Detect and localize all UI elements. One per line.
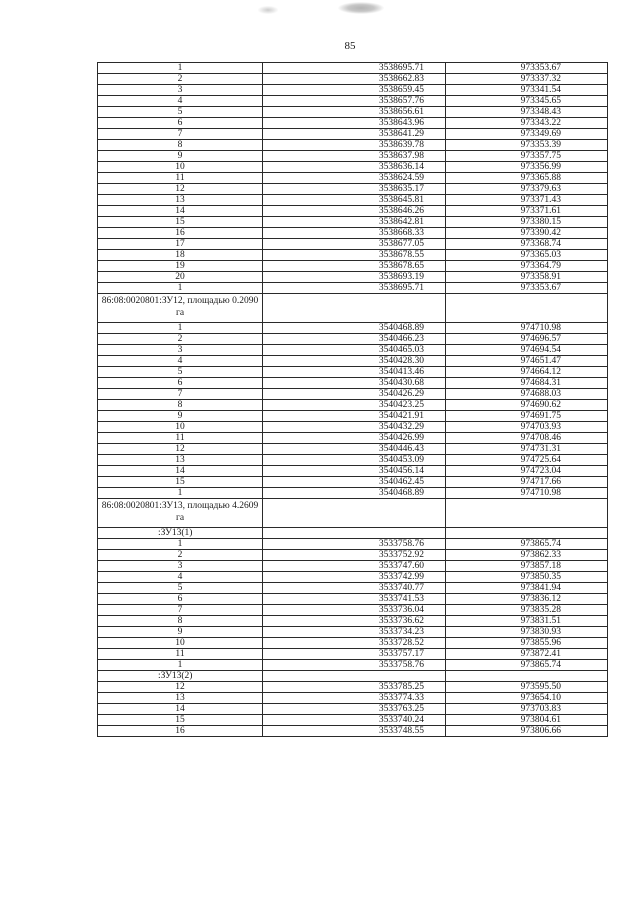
point-row	[98, 422, 608, 433]
point-number: 11	[98, 173, 263, 184]
point-row	[98, 455, 608, 466]
coordinate-x: 3540421.91	[263, 411, 446, 422]
coordinate-y: 973353.39	[446, 140, 608, 151]
coordinate-x: 3533774.33	[263, 693, 446, 704]
coordinate-x: 3533740.77	[263, 583, 446, 594]
coordinate-x: 3540430.68	[263, 378, 446, 389]
point-row	[98, 561, 608, 572]
point-row	[98, 345, 608, 356]
coordinate-x: 3540426.29	[263, 389, 446, 400]
point-row	[98, 173, 608, 184]
coordinate-y: 973831.51	[446, 616, 608, 627]
coordinate-y: 973390.42	[446, 228, 608, 239]
coordinate-y: 973371.43	[446, 195, 608, 206]
coordinate-x: 3538643.96	[263, 118, 446, 129]
coordinate-y: 973349.69	[446, 129, 608, 140]
coordinate-y: 973804.61	[446, 715, 608, 726]
point-number: 6	[98, 378, 263, 389]
coordinates-sheet	[97, 62, 607, 737]
point-number: 15	[98, 477, 263, 488]
coordinate-x: 3538635.17	[263, 184, 446, 195]
point-row	[98, 594, 608, 605]
coordinate-y: 973595.50	[446, 682, 608, 693]
parcel-title: 86:08:0020801:ЗУ13, площадью 4.2609 га	[98, 499, 263, 528]
point-number: 1	[98, 283, 263, 294]
coordinate-y: 974696.57	[446, 334, 608, 345]
point-row	[98, 433, 608, 444]
point-number: 8	[98, 616, 263, 627]
point-row	[98, 367, 608, 378]
coordinate-x: 3538678.65	[263, 261, 446, 272]
coordinate-x: 3538668.33	[263, 228, 446, 239]
coordinate-y: 974694.54	[446, 345, 608, 356]
point-number: 3	[98, 561, 263, 572]
point-row	[98, 660, 608, 671]
point-number: 7	[98, 605, 263, 616]
empty-cell	[446, 294, 608, 323]
point-row	[98, 151, 608, 162]
coordinate-y: 973343.22	[446, 118, 608, 129]
empty-cell	[263, 671, 446, 682]
coordinate-x: 3533734.23	[263, 627, 446, 638]
coordinate-y: 973364.79	[446, 261, 608, 272]
point-row	[98, 682, 608, 693]
coordinate-x: 3533758.76	[263, 660, 446, 671]
coordinate-x: 3533747.60	[263, 561, 446, 572]
point-row	[98, 272, 608, 283]
point-number: 7	[98, 389, 263, 400]
coordinate-x: 3540466.23	[263, 334, 446, 345]
point-number: 14	[98, 704, 263, 715]
point-row	[98, 118, 608, 129]
point-row	[98, 283, 608, 294]
point-number: 15	[98, 217, 263, 228]
coordinate-x: 3538637.98	[263, 151, 446, 162]
point-number: 8	[98, 400, 263, 411]
point-number: 9	[98, 627, 263, 638]
coordinate-x: 3540468.89	[263, 323, 446, 334]
coordinate-y: 974664.12	[446, 367, 608, 378]
point-number: 4	[98, 572, 263, 583]
coordinates-table	[97, 62, 608, 737]
point-number: 2	[98, 74, 263, 85]
coordinate-y: 973368.74	[446, 239, 608, 250]
point-row	[98, 334, 608, 345]
point-number: 14	[98, 466, 263, 477]
coordinate-x: 3538657.76	[263, 96, 446, 107]
point-row	[98, 195, 608, 206]
ink-smudge	[258, 6, 278, 14]
coordinate-y: 974710.98	[446, 323, 608, 334]
coordinate-y: 973835.28	[446, 605, 608, 616]
point-number: 3	[98, 345, 263, 356]
coordinate-x: 3533752.92	[263, 550, 446, 561]
coordinate-x: 3540453.09	[263, 455, 446, 466]
point-number: 1	[98, 323, 263, 334]
point-number: 12	[98, 184, 263, 195]
coordinate-x: 3533736.04	[263, 605, 446, 616]
point-row	[98, 638, 608, 649]
coordinate-y: 973865.74	[446, 539, 608, 550]
coordinate-x: 3538695.71	[263, 283, 446, 294]
point-row	[98, 378, 608, 389]
coordinate-x: 3533736.62	[263, 616, 446, 627]
coordinate-x: 3540468.89	[263, 488, 446, 499]
coordinate-x: 3538677.05	[263, 239, 446, 250]
point-number: 13	[98, 195, 263, 206]
point-number: 9	[98, 411, 263, 422]
point-row	[98, 616, 608, 627]
point-number: 3	[98, 85, 263, 96]
point-row	[98, 162, 608, 173]
point-row	[98, 206, 608, 217]
coordinate-x: 3540462.45	[263, 477, 446, 488]
point-row	[98, 74, 608, 85]
point-number: 18	[98, 250, 263, 261]
coordinate-y: 973348.43	[446, 107, 608, 118]
coordinate-y: 973380.15	[446, 217, 608, 228]
coordinate-x: 3538636.14	[263, 162, 446, 173]
point-number: 11	[98, 433, 263, 444]
coordinate-y: 974731.31	[446, 444, 608, 455]
coordinate-y: 974710.98	[446, 488, 608, 499]
point-number: 9	[98, 151, 263, 162]
coordinate-x: 3533741.53	[263, 594, 446, 605]
empty-cell	[263, 294, 446, 323]
coordinate-y: 974717.66	[446, 477, 608, 488]
point-row	[98, 96, 608, 107]
coordinate-x: 3540446.43	[263, 444, 446, 455]
point-row	[98, 466, 608, 477]
point-row	[98, 715, 608, 726]
point-row	[98, 228, 608, 239]
point-row	[98, 550, 608, 561]
coordinate-y: 974703.93	[446, 422, 608, 433]
coordinate-y: 973855.96	[446, 638, 608, 649]
point-number: 1	[98, 488, 263, 499]
coordinate-y: 973365.03	[446, 250, 608, 261]
coordinate-y: 973356.99	[446, 162, 608, 173]
coordinate-x: 3533742.99	[263, 572, 446, 583]
point-number: 13	[98, 693, 263, 704]
coordinate-y: 974708.46	[446, 433, 608, 444]
point-row	[98, 704, 608, 715]
coordinate-y: 973857.18	[446, 561, 608, 572]
coordinate-x: 3538678.55	[263, 250, 446, 261]
coordinate-y: 974725.64	[446, 455, 608, 466]
empty-cell	[446, 499, 608, 528]
coordinate-y: 973841.94	[446, 583, 608, 594]
point-number: 1	[98, 63, 263, 74]
point-number: 4	[98, 356, 263, 367]
point-row	[98, 726, 608, 737]
coordinate-y: 973654.10	[446, 693, 608, 704]
point-number: 17	[98, 239, 263, 250]
ink-stamp-mark	[338, 2, 384, 14]
point-number: 5	[98, 367, 263, 378]
empty-cell	[446, 528, 608, 539]
point-number: 16	[98, 726, 263, 737]
coordinate-y: 973703.83	[446, 704, 608, 715]
empty-cell	[446, 671, 608, 682]
coordinate-y: 973872.41	[446, 649, 608, 660]
point-row	[98, 693, 608, 704]
coordinate-y: 974684.31	[446, 378, 608, 389]
point-number: 2	[98, 334, 263, 345]
point-number: 7	[98, 129, 263, 140]
coordinate-y: 973341.54	[446, 85, 608, 96]
point-number: 12	[98, 682, 263, 693]
empty-cell	[263, 528, 446, 539]
coordinate-x: 3538662.83	[263, 74, 446, 85]
coordinate-x: 3540456.14	[263, 466, 446, 477]
coordinate-y: 974723.04	[446, 466, 608, 477]
point-row	[98, 261, 608, 272]
coordinate-x: 3538646.26	[263, 206, 446, 217]
point-number: 4	[98, 96, 263, 107]
point-number: 16	[98, 228, 263, 239]
coordinate-y: 974690.62	[446, 400, 608, 411]
point-row	[98, 85, 608, 96]
point-row	[98, 400, 608, 411]
contour-header-row	[98, 528, 608, 539]
point-row	[98, 184, 608, 195]
coordinate-y: 973365.88	[446, 173, 608, 184]
coordinate-x: 3540426.99	[263, 433, 446, 444]
coordinate-x: 3533758.76	[263, 539, 446, 550]
coordinate-y: 973353.67	[446, 283, 608, 294]
point-row	[98, 572, 608, 583]
point-row	[98, 488, 608, 499]
coordinate-y: 973806.66	[446, 726, 608, 737]
coordinate-y: 973850.35	[446, 572, 608, 583]
point-number: 8	[98, 140, 263, 151]
page-number: 85	[344, 40, 356, 52]
coordinates-table-body	[98, 63, 608, 737]
point-number: 11	[98, 649, 263, 660]
contour-title: :ЗУ13(1)	[98, 528, 263, 539]
point-number: 6	[98, 594, 263, 605]
coordinate-y: 973357.75	[446, 151, 608, 162]
coordinate-x: 3533740.24	[263, 715, 446, 726]
point-row	[98, 444, 608, 455]
coordinate-y: 973836.12	[446, 594, 608, 605]
coordinate-x: 3540465.03	[263, 345, 446, 356]
point-number: 1	[98, 539, 263, 550]
coordinate-y: 973865.74	[446, 660, 608, 671]
point-row	[98, 63, 608, 74]
coordinate-x: 3540423.25	[263, 400, 446, 411]
coordinate-y: 973862.33	[446, 550, 608, 561]
parcel-header-row	[98, 294, 608, 323]
coordinate-x: 3540432.29	[263, 422, 446, 433]
point-row	[98, 217, 608, 228]
coordinate-y: 973830.93	[446, 627, 608, 638]
coordinate-y: 974688.03	[446, 389, 608, 400]
coordinate-x: 3540413.46	[263, 367, 446, 378]
point-row	[98, 239, 608, 250]
point-row	[98, 411, 608, 422]
point-row	[98, 323, 608, 334]
coordinate-y: 973371.61	[446, 206, 608, 217]
coordinate-x: 3538659.45	[263, 85, 446, 96]
coordinate-x: 3538624.59	[263, 173, 446, 184]
coordinate-y: 973337.32	[446, 74, 608, 85]
point-row	[98, 107, 608, 118]
parcel-header-row	[98, 499, 608, 528]
point-number: 14	[98, 206, 263, 217]
coordinate-x: 3538641.29	[263, 129, 446, 140]
point-row	[98, 627, 608, 638]
point-row	[98, 605, 608, 616]
coordinate-x: 3538656.61	[263, 107, 446, 118]
coordinate-y: 973358.91	[446, 272, 608, 283]
point-number: 13	[98, 455, 263, 466]
coordinate-x: 3540428.30	[263, 356, 446, 367]
coordinate-x: 3533748.55	[263, 726, 446, 737]
coordinate-x: 3533728.52	[263, 638, 446, 649]
coordinate-x: 3533785.25	[263, 682, 446, 693]
coordinate-y: 973353.67	[446, 63, 608, 74]
point-number: 20	[98, 272, 263, 283]
point-number: 5	[98, 583, 263, 594]
point-row	[98, 356, 608, 367]
coordinate-y: 974691.75	[446, 411, 608, 422]
contour-header-row	[98, 671, 608, 682]
point-number: 10	[98, 162, 263, 173]
coordinate-x: 3538695.71	[263, 63, 446, 74]
coordinate-x: 3538693.19	[263, 272, 446, 283]
coordinate-y: 973379.63	[446, 184, 608, 195]
point-row	[98, 649, 608, 660]
coordinate-y: 973345.65	[446, 96, 608, 107]
point-number: 10	[98, 422, 263, 433]
point-row	[98, 477, 608, 488]
point-row	[98, 129, 608, 140]
coordinate-y: 974651.47	[446, 356, 608, 367]
empty-cell	[263, 499, 446, 528]
point-number: 12	[98, 444, 263, 455]
contour-title: :ЗУ13(2)	[98, 671, 263, 682]
coordinate-x: 3538645.81	[263, 195, 446, 206]
point-number: 1	[98, 660, 263, 671]
point-number: 2	[98, 550, 263, 561]
coordinate-x: 3538642.81	[263, 217, 446, 228]
point-number: 15	[98, 715, 263, 726]
point-row	[98, 539, 608, 550]
parcel-title: 86:08:0020801:ЗУ12, площадью 0.2090 га	[98, 294, 263, 323]
coordinate-x: 3538639.78	[263, 140, 446, 151]
coordinate-x: 3533757.17	[263, 649, 446, 660]
point-number: 6	[98, 118, 263, 129]
coordinate-x: 3533763.25	[263, 704, 446, 715]
point-row	[98, 250, 608, 261]
point-number: 10	[98, 638, 263, 649]
point-row	[98, 389, 608, 400]
point-number: 19	[98, 261, 263, 272]
point-row	[98, 583, 608, 594]
point-row	[98, 140, 608, 151]
point-number: 5	[98, 107, 263, 118]
